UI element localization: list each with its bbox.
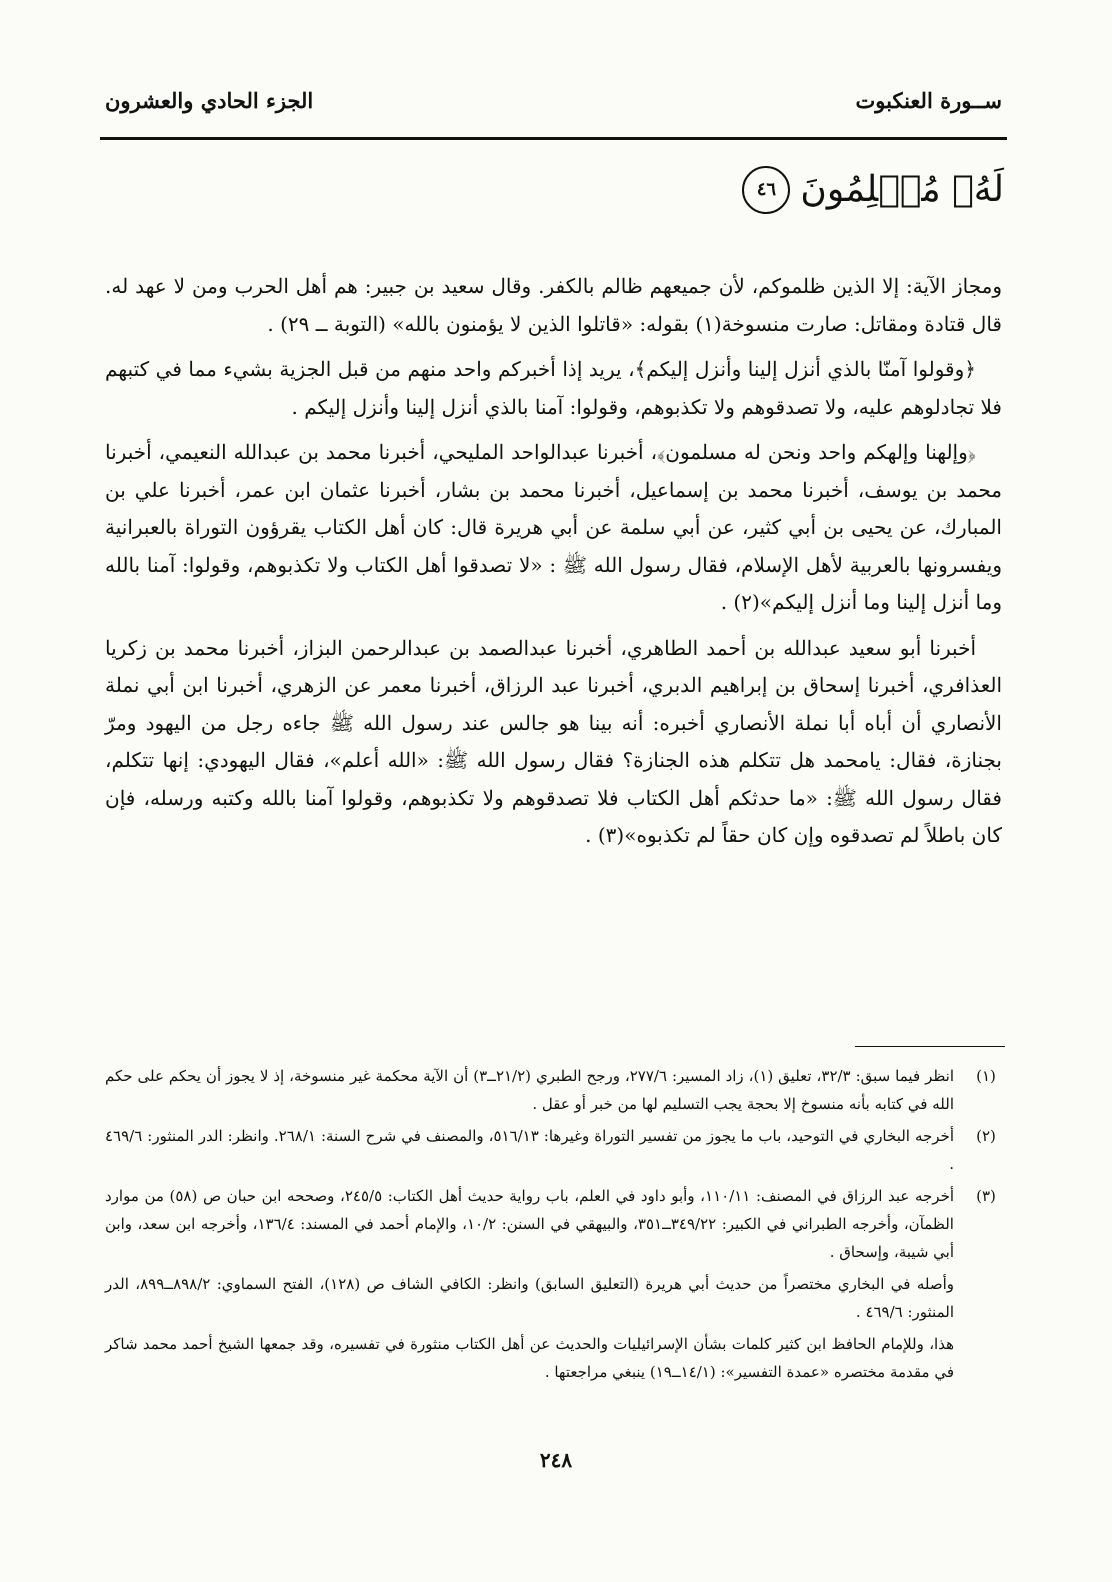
footnote bbox=[105, 1270, 1004, 1326]
footnote-text: أخرجه البخاري في التوحيد، باب ما يجوز من تفسير التوراة وغيرها: ٥١٦/١٣، والمصنف في شرح السنة: ٢٦٨/١. وانظر: الدر المنثور: ٤٦٩/٦ . bbox=[105, 1127, 954, 1173]
juz-title: الجزء الحادي والعشرون bbox=[105, 88, 314, 113]
page-number: ٢٤٨ bbox=[539, 1448, 573, 1472]
header-divider bbox=[100, 137, 1007, 140]
paragraph: أخبرنا أبو سعيد عبدالله بن أحمد الطاهري، أخبرنا عبدالصمد بن عبدالرحمن البزاز، أخبرنا محمد بن زكريا العذافري، أخبرنا إسحاق بن إبراهيم الدبري، أخبرنا عبد الرزاق، أخبرنا معمر عن الزهري، أخبرنا ابن أبي نملة الأنصاري أن أباه أبا نملة الأنصاري أخبره: أنه بينا هو جالس عند رسول الله ﷺ جاءه رجل من اليهود ومرّ بجنازة، فقال: يامحمد هل تتكلم هذه الجنازة؟ فقال رسول الله ﷺ: «الله أعلم»، فقال اليهودي: إنها تتكلم، فقال رسول الله ﷺ: «ما حدثكم أهل الكتاب فلا تصدقوهم ولا تكذبوهم، وقولوا آمنا بالله وكتبه ورسله، فإن كان باطلاً لم تصدقوه وإن كان حقاً لم تكذبوه»(٣) . bbox=[105, 635, 1002, 847]
surah-title: ســورة العنكبوت bbox=[855, 88, 1002, 113]
running-header bbox=[105, 88, 1002, 113]
footnote-text: انظر فيما سبق: ٣٢/٣، تعليق (١)، زاد المسير: ٢٧٧/٦، ورجح الطبري (٢١/٢ــ٣) أن الآية محكمة غير منسوخة، إذ لا يجوز أن يحكم على حكم الله في كتابه بأنه منسوخ إلا بحجة يجب التسليم لها من خبر أو عقل . bbox=[105, 1067, 954, 1113]
footnote-number: (٣) bbox=[976, 1187, 996, 1205]
footnote bbox=[105, 1182, 1004, 1266]
footnote-separator bbox=[855, 1046, 1005, 1047]
main-text bbox=[105, 268, 1002, 863]
footnote-text: وأصله في البخاري مختصراً من حديث أبي هريرة (التعليق السابق) وانظر: الكافي الشاف ص (١٢٨)، الفتح السماوي: ٨٩٨/٢ــ٨٩٩، الدر المنثور: ٤٦٩/٦ . bbox=[105, 1275, 954, 1321]
footnote bbox=[105, 1330, 1004, 1386]
footnote bbox=[105, 1122, 1004, 1178]
footnote-number: (١) bbox=[976, 1067, 996, 1085]
footnote bbox=[105, 1062, 1004, 1118]
footnote-number bbox=[968, 1270, 1004, 1326]
ayah-number-badge: ٤٦ bbox=[742, 166, 790, 214]
footnote-number: (٢) bbox=[976, 1127, 996, 1145]
quran-verse bbox=[742, 160, 1004, 220]
paragraph: ومجاز الآية: إلا الذين ظلموكم، لأن جميعهم ظالم بالكفر. وقال سعيد بن جبير: هم أهل الحرب ومن لا عهد له. قال قتادة ومقاتل: صارت منسوخة(١) بقوله: «قاتلوا الذين لا يؤمنون بالله» (التوبة ــ ٢٩) . bbox=[105, 274, 1002, 336]
paragraph: ﴿وإلهنا وإلهكم واحد ونحن له مسلمون﴾، أخبرنا عبدالواحد المليحي، أخبرنا محمد بن عبدالله النعيمي، أخبرنا محمد بن يوسف، أخبرنا محمد بن إسماعيل، أخبرنا محمد بن بشار، أخبرنا عثمان ابن عمر، أخبرنا علي بن المبارك، عن يحيى بن أبي كثير، عن أبي سلمة عن أبي هريرة قال: كان أهل الكتاب يقرؤون التوراة بالعبرانية ويفسرونها بالعربية لأهل الإسلام، فقال رسول الله ﷺ : «لا تصدقوا أهل الكتاب ولا تكذبوهم، وقولوا: آمنا بالله وما أنزل إلينا وما أنزل إليكم»(٢) . bbox=[105, 440, 1003, 614]
footnote-text: أخرجه عبد الرزاق في المصنف: ١١٠/١١، وأبو داود في العلم، باب رواية حديث أهل الكتاب: ٢٤٥/٥، وصححه ابن حبان ص (٥٨) من موارد الظمآن، وأخرجه الطبراني في الكبير: ٣٤٩/٢٢ــ٣٥١، والبيهقي في السنن: ١٠/٢، والإمام أحمد في المسند: ١٣٦/٤، وأخرجه ابن سعد، وابن أبي شيبة، وإسحاق . bbox=[105, 1187, 955, 1261]
footnotes bbox=[105, 1062, 1004, 1390]
footnote-number bbox=[968, 1330, 1004, 1386]
footnote-text: هذا، وللإمام الحافظ ابن كثير كلمات بشأن الإسرائيليات والحديث عن أهل الكتاب منثورة في تفسيره، وقد جمعها الشيخ أحمد محمد شاكر في مقدمة مختصره «عمدة التفسير»: (١٤/١ــ١٩) ينبغي مراجعتها . bbox=[105, 1335, 954, 1381]
paragraph: ﴿وقولوا آمنّا بالذي أنزل إلينا وأنزل إليكم﴾، يريد إذا أخبركم واحد منهم من قبل الجزية بشيء مما في كتبهم فلا تجادلوهم عليه، ولا تصدقوهم ولا تكذبوهم، وقولوا: آمنا بالذي أنزل إلينا وأنزل إليكم . bbox=[105, 357, 1002, 419]
verse-text: لَهُۥ مُسۡلِمُونَ bbox=[800, 169, 1004, 210]
